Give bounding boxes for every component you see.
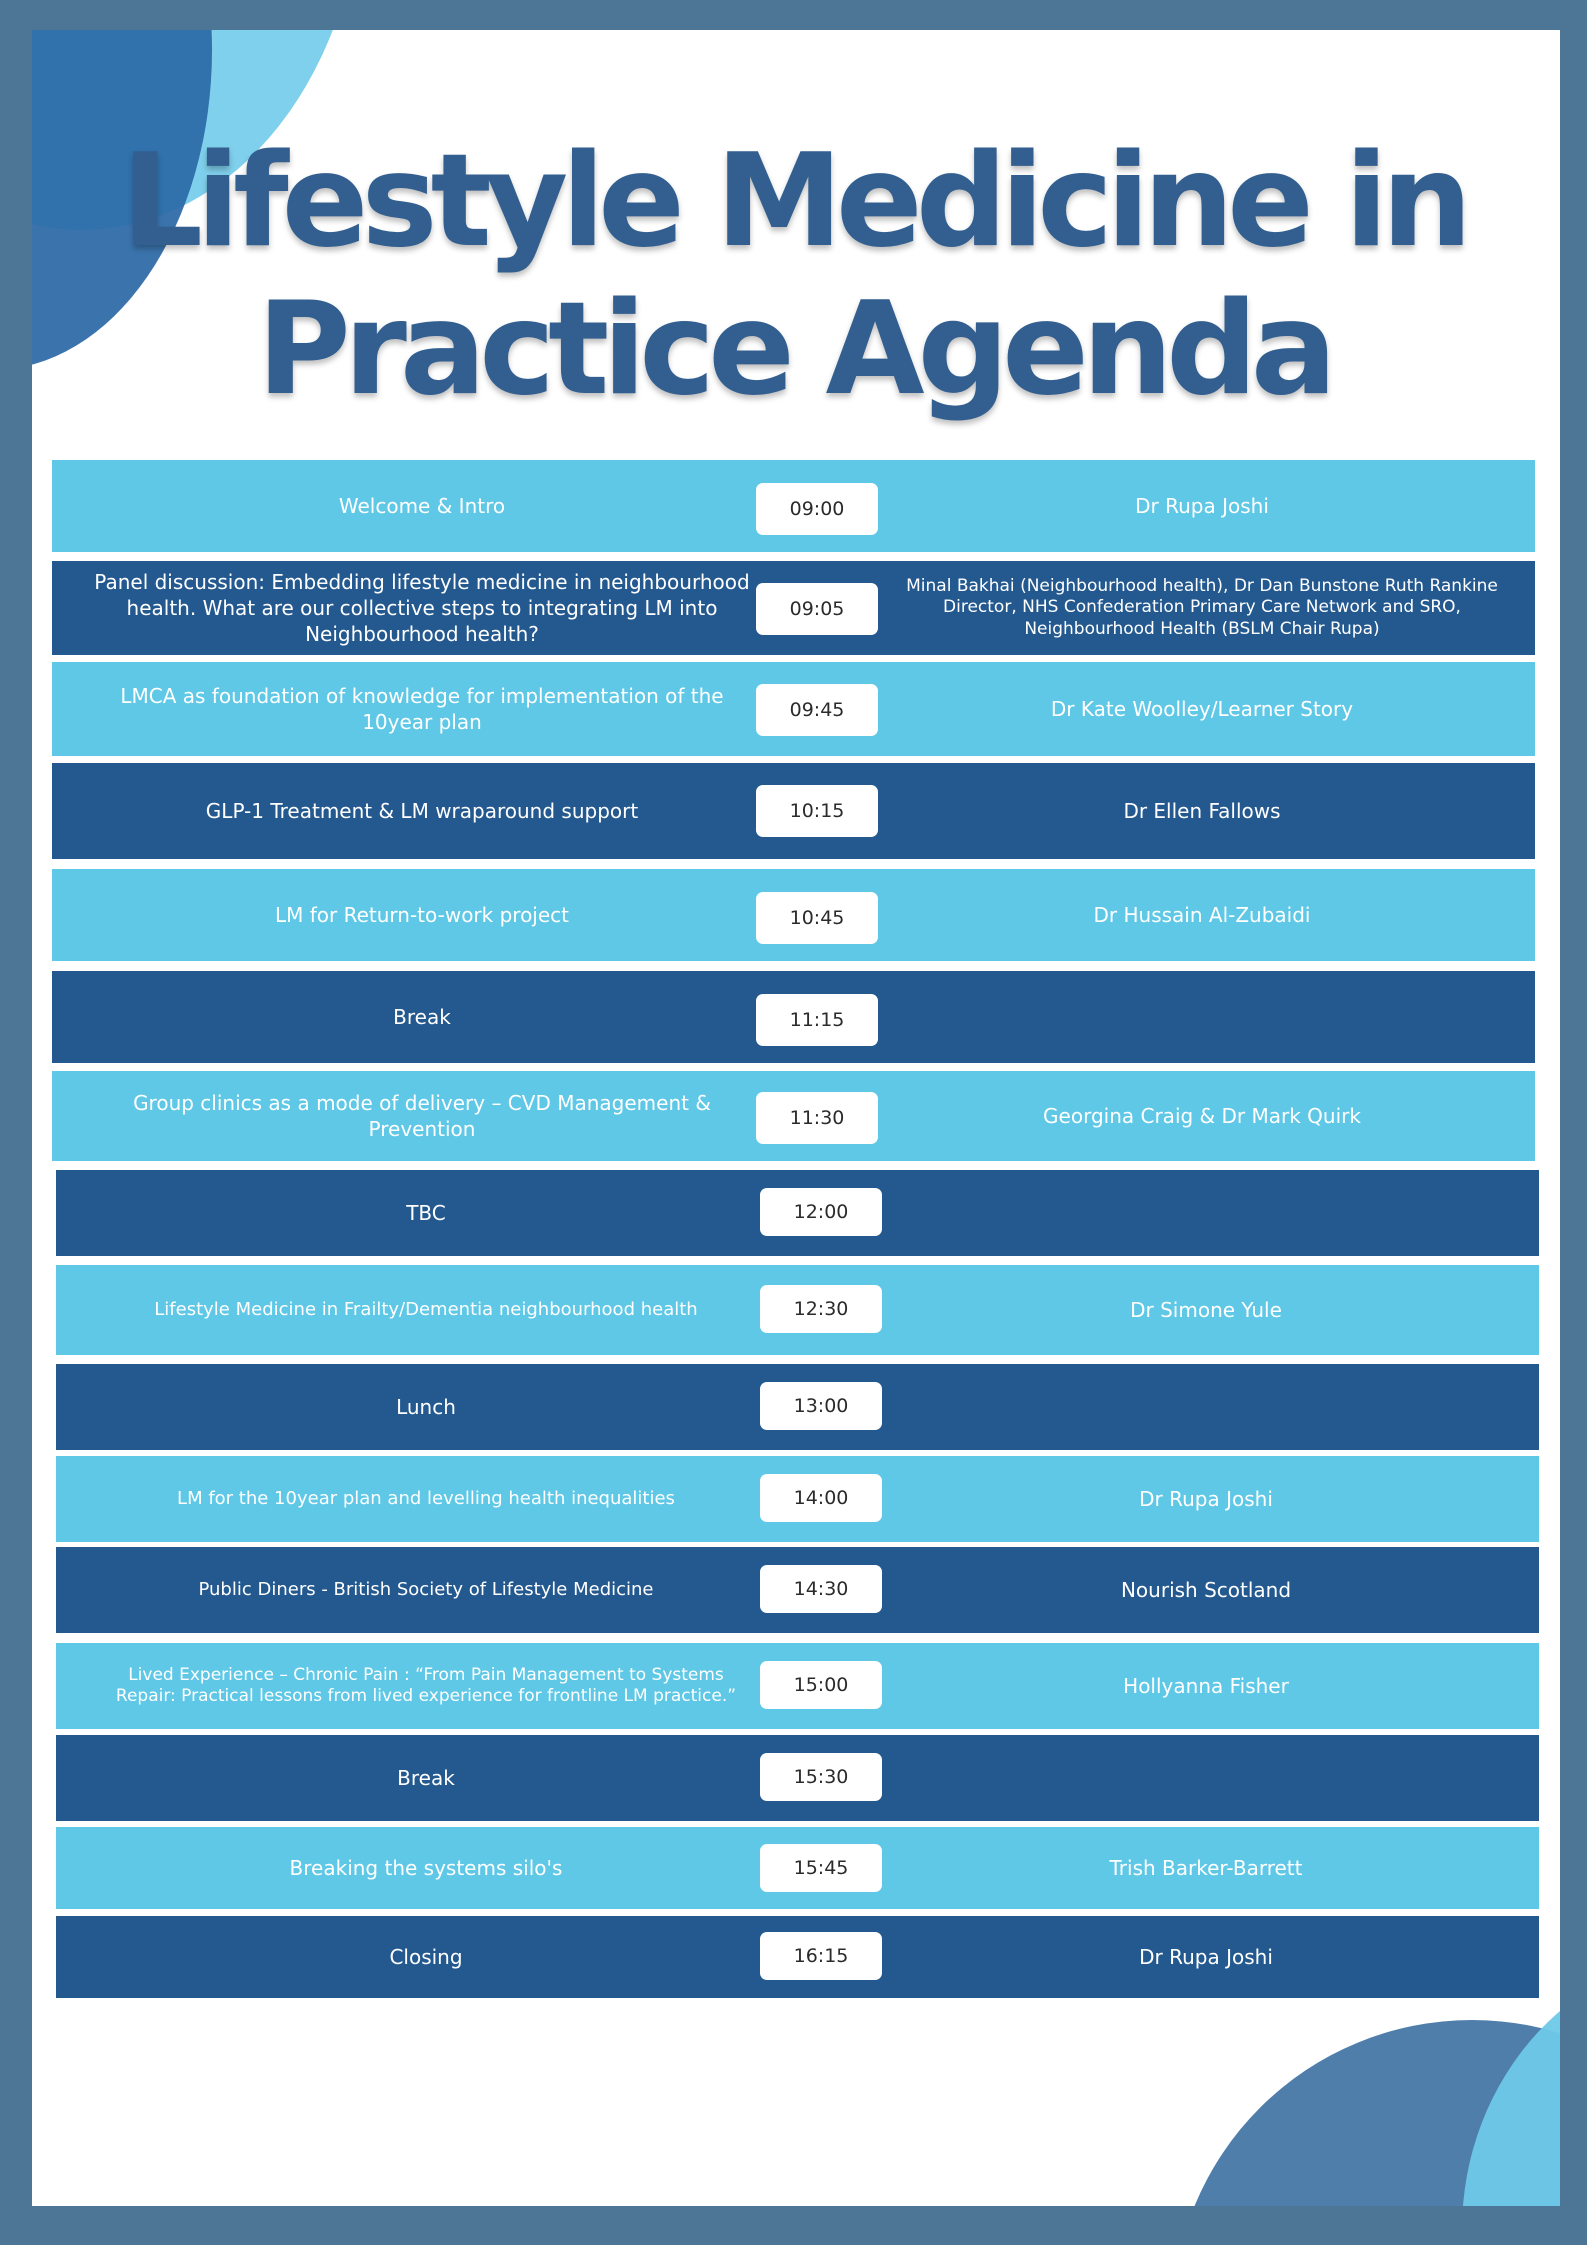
speaker-name: Dr Rupa Joshi: [1135, 494, 1269, 518]
speaker-name: Nourish Scotland: [1120, 1578, 1292, 1602]
speaker-name: Dr Ellen Fallows: [1123, 799, 1281, 823]
session-title: Break: [393, 1005, 451, 1029]
time-badge: 12:30: [760, 1285, 882, 1333]
speaker-name: Minal Bakhai (Neighbourhood health), Dr Dan Bunstone Ruth Rankine Director, NHS Confederation Primary Care Network and SRO, Neighbourhood Health (BSLM Chair Rupa): [906, 576, 1498, 639]
speaker-name: Dr Simone Yule: [1130, 1298, 1282, 1322]
agenda-row: [56, 1265, 1539, 1355]
speaker-name: [902, 971, 1502, 1063]
speaker-name: [906, 1364, 1506, 1450]
agenda-row: [56, 1456, 1539, 1542]
agenda-row: [52, 662, 1535, 756]
time-badge: 15:30: [760, 1753, 882, 1801]
agenda-row: [56, 1735, 1539, 1821]
page-title: [0, 128, 1587, 424]
time-badge: 15:00: [760, 1661, 882, 1709]
session-title: Lifestyle Medicine in Frailty/Dementia neighbourhood health: [154, 1299, 698, 1321]
time-badge: 14:00: [760, 1474, 882, 1522]
agenda-row: [52, 460, 1535, 552]
time-badge: 11:30: [756, 1092, 878, 1144]
time-badge: 10:45: [756, 892, 878, 944]
speaker-name: Trish Barker-Barrett: [1109, 1856, 1303, 1880]
agenda-row: [52, 561, 1535, 655]
time-badge: 09:05: [756, 583, 878, 635]
agenda-row: [52, 1071, 1535, 1161]
session-title: Welcome & Intro: [338, 494, 506, 518]
speaker-name: [906, 1170, 1506, 1256]
time-badge: 09:45: [756, 684, 878, 736]
time-badge: 14:30: [760, 1565, 882, 1613]
session-title: Lived Experience – Chronic Pain : “From Pain Management to Systems Repair: Practical lessons from lived experience for frontline LM practice.”: [115, 1664, 737, 1706]
session-title: Group clinics as a mode of delivery – CVD Management & Prevention: [133, 1091, 711, 1141]
agenda-row: [56, 1170, 1539, 1256]
title-line-2: Practice Agenda: [256, 275, 1331, 424]
time-badge: 09:00: [756, 483, 878, 535]
time-badge: 16:15: [760, 1932, 882, 1980]
session-title: TBC: [406, 1201, 446, 1225]
speaker-name: Dr Rupa Joshi: [1139, 1945, 1273, 1969]
agenda-row: [56, 1827, 1539, 1909]
session-title: LMCA as foundation of knowledge for implementation of the 10year plan: [120, 684, 724, 734]
speaker-name: Hollyanna Fisher: [1123, 1674, 1289, 1698]
agenda-row: [56, 1643, 1539, 1729]
agenda-row: [56, 1547, 1539, 1633]
speaker-name: [906, 1735, 1506, 1821]
time-badge: 12:00: [760, 1188, 882, 1236]
session-title: LM for the 10year plan and levelling health inequalities: [177, 1488, 675, 1510]
agenda-row: [52, 763, 1535, 859]
time-badge: 15:45: [760, 1844, 882, 1892]
session-title: Closing: [389, 1945, 463, 1969]
speaker-name: Dr Kate Woolley/Learner Story: [1050, 697, 1354, 721]
session-title: Break: [397, 1766, 455, 1790]
session-title: Lunch: [396, 1395, 456, 1419]
title-line-1: Lifestyle Medicine in: [121, 127, 1466, 276]
speaker-name: Georgina Craig & Dr Mark Quirk: [1043, 1104, 1361, 1128]
time-badge: 11:15: [756, 994, 878, 1046]
session-title: LM for Return-to-work project: [274, 903, 570, 927]
agenda-row: [56, 1364, 1539, 1450]
speaker-name: Dr Rupa Joshi: [1139, 1487, 1273, 1511]
time-badge: 10:15: [756, 785, 878, 837]
speaker-name: Dr Hussain Al-Zubaidi: [1093, 903, 1311, 927]
agenda-row: [52, 971, 1535, 1063]
time-badge: 13:00: [760, 1382, 882, 1430]
session-title: GLP-1 Treatment & LM wraparound support: [205, 799, 639, 823]
agenda-row: [56, 1916, 1539, 1998]
agenda-row: [52, 869, 1535, 961]
session-title: Panel discussion: Embedding lifestyle medicine in neighbourhood health. What are our collective steps to integrating LM into Neighbourhood health?: [94, 570, 750, 646]
session-title: Public Diners - British Society of Lifestyle Medicine: [198, 1579, 654, 1601]
session-title: Breaking the systems silo's: [289, 1856, 563, 1880]
